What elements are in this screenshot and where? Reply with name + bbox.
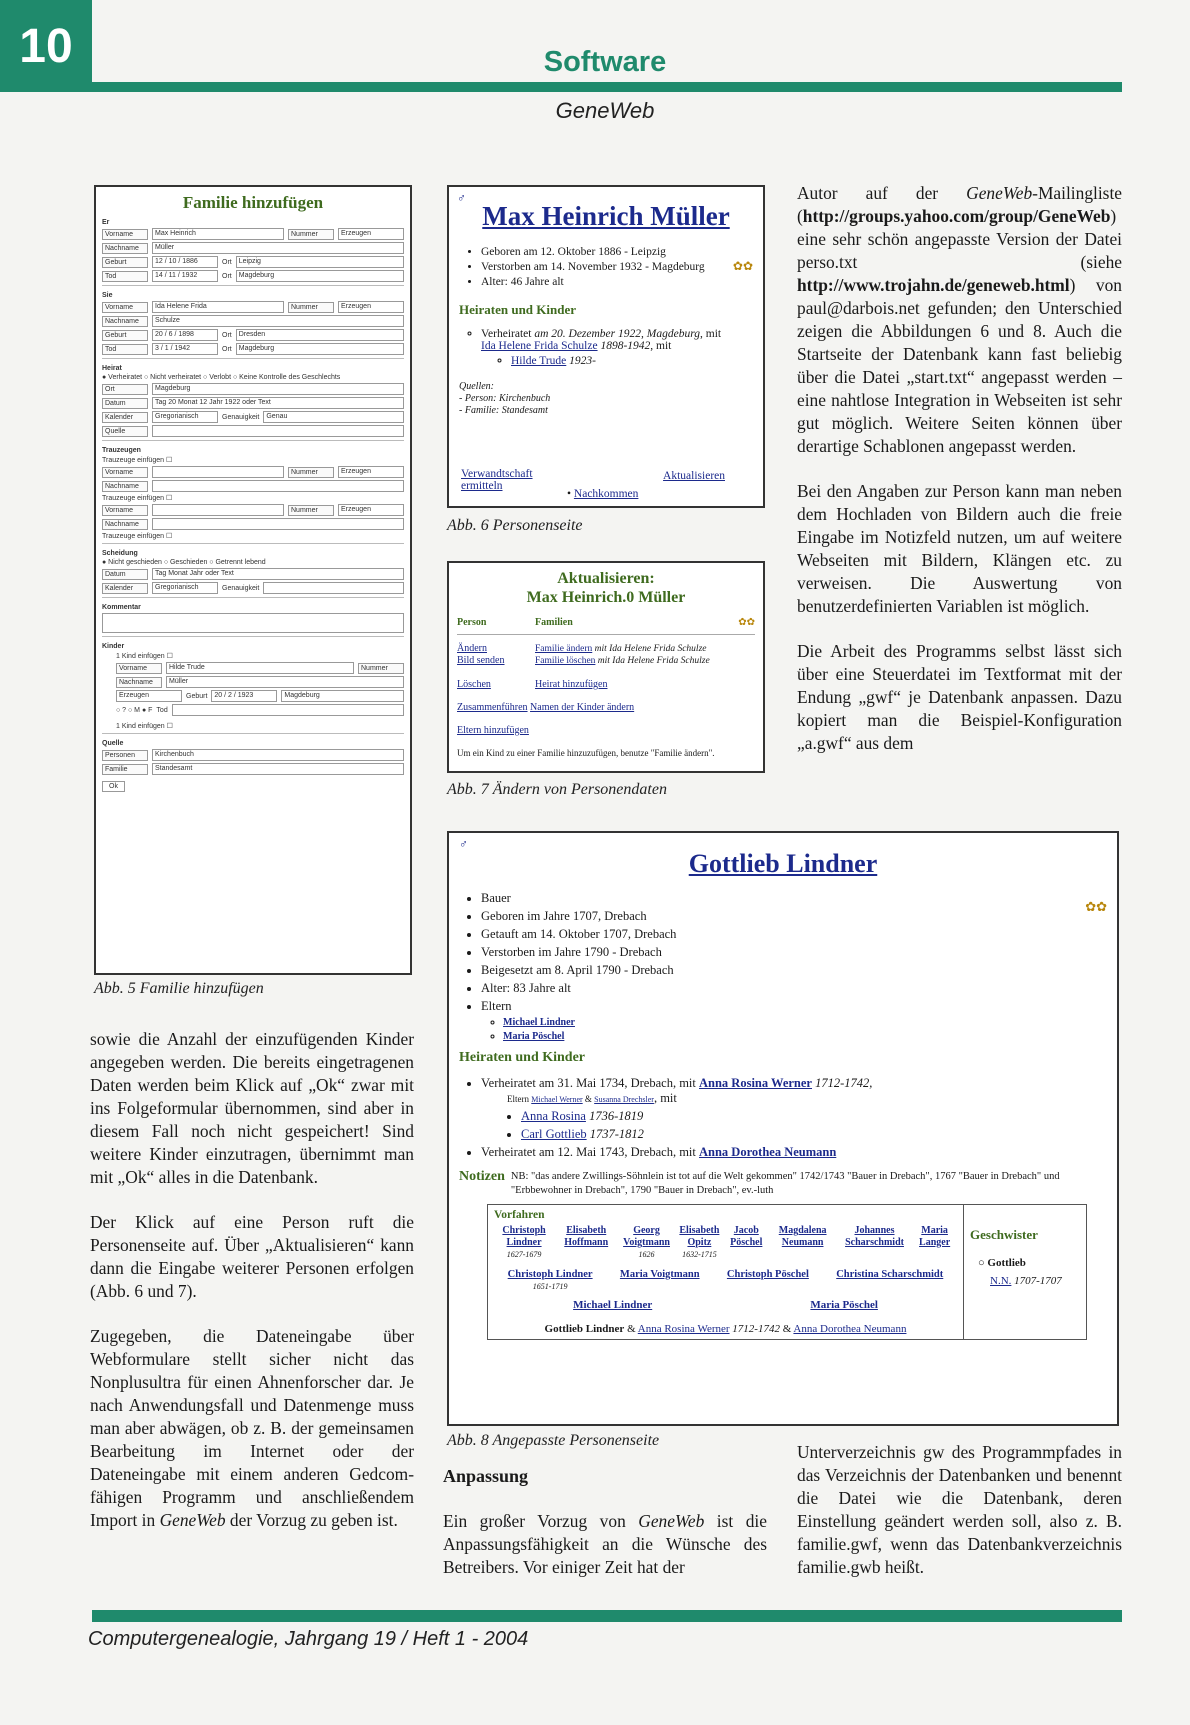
heirat-datum-input[interactable]: Tag 20 Monat 12 Jahr 1922 oder Text (152, 397, 404, 409)
footer-rule (92, 1610, 1122, 1622)
label: Ort (222, 272, 232, 280)
label: Kalender (102, 412, 148, 423)
col-person-label: Person (457, 617, 487, 628)
family-tree: Vorfahren Christoph Lindner 1627-1679 Elisabeth Hoffmann Georg Voigtmann 1626 Elisabeth Opitz 1632-1715 Jacob Pöschel Magdalena Neumann Johannes Scharschmidt Maria Langer Christoph Lindner 1651-1719 Maria Voigtmann Christoph Pöschel Christina Scharschmidt Michael Lindner Maria Pöschel Gottlieb Lindner & Anna Rosina Werner 1712-1742 & Anna Dorothea Neumann Geschwister ○ Gottlieb N.N. 1707-1707 (487, 1204, 1087, 1340)
fig5-sie-label: Sie (102, 292, 113, 299)
label: ○ ? ○ M ● F (116, 706, 153, 714)
header-rule (92, 82, 1122, 92)
text: 1712-1742 (729, 1323, 780, 1335)
notes-label: Notizen (459, 1169, 505, 1184)
text: mit Ida Helene Frida Schulze (592, 644, 707, 654)
text: 1737-1812 (586, 1127, 644, 1141)
text: Verheiratet (481, 328, 535, 340)
text: , mit (700, 328, 722, 340)
text: 1632-1715 (682, 1250, 717, 1259)
kind-ort-input[interactable]: Magdeburg (281, 690, 404, 702)
scheidung-datum-input[interactable]: Tag Monat Jahr oder Text (152, 568, 404, 580)
label: Nummer (288, 505, 334, 516)
source-item: - Person: Kirchenbuch (459, 393, 551, 404)
sie-tod-input[interactable]: 3 / 1 / 1942 (152, 343, 218, 355)
ancestors-label: Vorfahren (494, 1209, 545, 1221)
fig7-title-line2: Max Heinrich.0 Müller (526, 589, 686, 606)
label: Vorname (102, 229, 148, 240)
text: 1923- (566, 355, 596, 367)
fact-item: • Verstorben im Jahre 1790 - Drebach (481, 945, 1107, 960)
divider (102, 543, 404, 544)
fact-item: • Alter: 83 Jahre alt (481, 981, 1107, 996)
ok-button[interactable]: Ok (102, 781, 125, 792)
er-geburt-ort-input[interactable]: Leipzig (236, 256, 404, 268)
fact-item: • Bauer (481, 891, 1107, 906)
quelle-familie-input[interactable]: Standesamt (152, 763, 404, 775)
text: GeneWeb (638, 1511, 705, 1531)
label: Tod (102, 271, 148, 282)
fig8-screenshot (447, 831, 1119, 1426)
label: Ort (222, 345, 232, 353)
fig7-screenshot (447, 561, 765, 773)
text: Eltern (507, 1094, 532, 1104)
text: mit Ida Helene Frida Schulze (595, 656, 710, 666)
paragraph: sowie die Anzahl der einzufügenden Kinder angegeben werden. Die bereits eingetragenen Daten werden beim Klick auf „Ok“ zwar mit ins Folgeformular übernommen, sind aber in diesem Fall noch nicht gespeichert! Sind weitere Kinder einzutragen, übernimmt man mit „Ok“ alles in die Datenbank. (90, 1029, 414, 1187)
parent-link[interactable]: Maria Pöschel (503, 1031, 565, 1042)
fig6-caption: Abb. 6 Personenseite (447, 517, 583, 534)
flags-icon: ✿✿ (1085, 899, 1107, 914)
text: Verheiratet am 31. Mai 1734, Drebach, mit (481, 1076, 699, 1090)
flags-icon: ✿✿ (732, 259, 753, 273)
eltern-hinzufuegen-link[interactable]: Eltern hinzufügen (457, 725, 529, 736)
spouse-link[interactable]: Ida Helene Frida Schulze (481, 340, 598, 352)
kommentar-textarea[interactable] (102, 613, 404, 633)
fig5-scheidung-label: Scheidung (102, 550, 138, 557)
fact-item: • Alter: 46 Jahre alt (481, 276, 753, 288)
label: Nummer (288, 229, 334, 240)
text: , mit (653, 1091, 677, 1105)
label: Personen (102, 750, 148, 761)
label: Geburt (102, 257, 148, 268)
fig5-kinder-label: Kinder (102, 643, 125, 650)
divider (102, 285, 404, 286)
text: & (779, 1323, 794, 1335)
flags-icon: ✿✿ (738, 617, 755, 628)
kind-einfuegen-checkbox[interactable]: 1 Kind einfügen ☐ (116, 653, 173, 660)
label: Datum (102, 569, 148, 580)
label: Geburt (186, 692, 208, 700)
ancestor-link[interactable]: Johannes Scharschmidt (845, 1225, 904, 1248)
familie-loeschen-link[interactable]: Familie löschen (535, 656, 596, 666)
text: am 20. Dezember 1922, Magdeburg (534, 328, 700, 340)
sources-label: Quellen: (459, 381, 494, 392)
divider (457, 634, 755, 635)
father-link[interactable]: Michael Lindner (573, 1299, 653, 1311)
heirat-ort-input[interactable]: Magdeburg (152, 383, 404, 395)
label: Familie (102, 764, 148, 775)
text: 1626 (638, 1250, 655, 1259)
inlaw-link[interactable]: Michael Werner (531, 1095, 583, 1104)
text: der Vorzug zu geben ist. (225, 1510, 398, 1530)
trauzeuge-einfuegen-checkbox[interactable]: Trauzeuge einfügen ☐ (102, 457, 173, 464)
text: 1651-1719 (532, 1282, 568, 1291)
sibling-name: Gottlieb (987, 1257, 1026, 1269)
trauzeuge-einfuegen-checkbox[interactable]: Trauzeuge einfügen ☐ (102, 533, 173, 540)
er-tod-ort-input[interactable]: Magdeburg (236, 270, 404, 282)
sie-vorname-input[interactable]: Ida Helene Frida (152, 301, 284, 313)
text: 1712-1742, (811, 1076, 873, 1090)
label: Tod (156, 706, 168, 714)
label: Vorname (116, 663, 162, 674)
ancestor-link[interactable]: Jacob Pöschel (730, 1225, 763, 1248)
spouse-link[interactable]: Anna Rosina Werner (699, 1076, 812, 1090)
aktualisieren-link[interactable]: Aktualisieren (663, 470, 725, 482)
person-name-link[interactable]: Max Heinrich Müller (482, 201, 730, 231)
fig8-caption: Abb. 8 Angepasste Personenseite (447, 1432, 660, 1449)
fact-item: • Getauft am 14. Oktober 1707, Drebach (481, 927, 1107, 942)
divider (102, 440, 404, 441)
label: Genauigkeit (222, 413, 260, 421)
fig5-er-label: Er (102, 219, 110, 226)
kind-geburt-input[interactable]: 20 / 2 / 1923 (211, 690, 277, 702)
nachkommen-link[interactable]: Nachkommen (573, 488, 639, 500)
text: Zugegeben, die Dateneingabe über Webformulare stellt sicher nicht das Nonplusultra für einen Ahnenforscher dar. Je nach Anwendungsfall und Datenmenge muss man aber abwägen, ob z. B. der gemeinsamen Bearbeitung im Internet oder der Dateneingabe mit einem anderen Gedcom-fähigen Programm und anschließendem Import in (90, 1326, 414, 1530)
kind-tod-input[interactable] (172, 704, 404, 716)
paragraph: Die Arbeit des Programms selbst lässt sich über eine Steuerdatei im Textformat mit der Endung „gwf“ je Datenbank anpassen. Dazu kopiert man die Beispiel-Konfiguration „a.gwf“ aus dem (797, 641, 1122, 753)
tz1-nachname-input[interactable] (152, 480, 404, 492)
er-nachname-input[interactable]: Müller (152, 242, 404, 254)
fact-item: • Verstorben am 14. November 1932 - Magdeburg (481, 261, 753, 273)
ancestor-link[interactable]: Christoph Lindner (502, 1225, 546, 1248)
label: Ort (102, 384, 148, 395)
text: ) von paul@darbois.net gefunden; den Unterschied zeigen die Abbildungen 6 und 8. Auch die Startseite der Datenbank kann fast beliebig über die Datei „start.txt“ angepasst werden – eine nahtlose Integration in Webseiten ist sehr gut möglich. Weitere Seiten können über derartige Schablonen angepasst werden. (797, 275, 1122, 456)
label: Nummer (288, 302, 334, 313)
fig7-title-line1: Aktualisieren: (557, 570, 655, 587)
male-icon: ♂ (457, 191, 466, 205)
label: Tod (102, 344, 148, 355)
ancestor-link[interactable]: Elisabeth Opitz (679, 1225, 720, 1248)
mother-link[interactable]: Maria Pöschel (810, 1299, 878, 1311)
inlaw-link[interactable]: Susanna Drechsler (594, 1095, 654, 1104)
heirat-hinzufuegen-link[interactable]: Heirat hinzufügen (535, 679, 608, 690)
kind-vorname-input[interactable]: Hilde Trude (166, 662, 354, 674)
text: Ein großer Vorzug von (443, 1511, 639, 1531)
paragraph: Unterverzeichnis gw des Programmpfades in das Verzeichnis der Datenbanken und benennt die Datei wie die Datenbank, deren Einstellung geändert werden soll, also z. B. familie.gwf, wenn das Datenbankverzeichnis familie.gwb heißt. (797, 1442, 1122, 1577)
footer-journal: Computergenealogie, Jahrgang 19 / Heft 1 - 2004 (88, 1628, 529, 1650)
fact-item: • Geboren im Jahre 1707, Drebach (481, 909, 1107, 924)
siblings-label: Geschwister (970, 1227, 1038, 1242)
column-3-text (797, 182, 1122, 777)
label: Quelle (102, 426, 148, 437)
section-subtitle: GeneWeb (555, 98, 655, 123)
tz1-vorname-input[interactable] (152, 466, 284, 478)
scheidung-status-radios[interactable]: ● Nicht geschieden ○ Geschieden ○ Getrennt lebend (102, 559, 266, 566)
fig5-kommentar-label: Kommentar (102, 604, 141, 611)
source-item: - Familie: Standesamt (459, 405, 548, 416)
marriages-heading: Heiraten und Kinder (459, 1050, 586, 1065)
column-3-text-bottom (797, 1441, 1122, 1601)
fig5-heirat-label: Heirat (102, 365, 122, 372)
text: ist die Anpassungsfähigkeit an die Wünsche des Betreibers. Vor einiger Zeit hat der (443, 1511, 767, 1577)
genauigkeit-select[interactable]: Genau (263, 411, 404, 423)
column-2-text (443, 1510, 767, 1601)
spouse-link[interactable]: Anna Dorothea Neumann (699, 1145, 837, 1159)
fact-item: • Beigesetzt am 8. April 1790 - Drebach (481, 963, 1107, 978)
paragraph: Der Klick auf eine Person ruft die Personenseite auf. Über „Aktualisieren“ kann dann die Eingabe weiterer Personen erfolgen (Abb. 6 und 7). (90, 1212, 414, 1301)
kalender-select[interactable]: Gregorianisch (152, 582, 218, 594)
label: Nachname (102, 243, 148, 254)
text: Autor auf der (797, 183, 967, 203)
quelle-personen-input[interactable]: Kirchenbuch (152, 749, 404, 761)
hint-text: Um ein Kind zu einer Familie hinzuzufügen, benutze "Familie ändern". (457, 748, 715, 758)
divider (102, 636, 404, 637)
url-link[interactable]: http://www.trojahn.de/geneweb.html (797, 275, 1070, 295)
er-vorname-input[interactable]: Max Heinrich (152, 228, 284, 240)
tz2-vorname-input[interactable] (152, 504, 284, 516)
fig5-trauzeugen-label: Trauzeugen (102, 447, 141, 454)
text: GeneWeb (159, 1510, 226, 1530)
sie-tod-ort-input[interactable]: Magdeburg (236, 343, 404, 355)
erzeugen-select[interactable]: Erzeugen (338, 504, 404, 516)
familie-aendern-link[interactable]: Familie ändern (535, 644, 593, 654)
label: Vorname (102, 302, 148, 313)
fig5-screenshot (94, 185, 412, 975)
male-icon: ♂ (459, 837, 468, 851)
label: Geburt (102, 330, 148, 341)
kalender-select[interactable]: Gregorianisch (152, 411, 218, 423)
label: Vorname (102, 467, 148, 478)
spouse-link[interactable]: Anna Dorothea Neumann (793, 1323, 907, 1335)
trauzeuge-einfuegen-checkbox[interactable]: Trauzeuge einfügen ☐ (102, 495, 173, 502)
text: & (582, 1094, 595, 1104)
text: GeneWeb (966, 183, 1033, 203)
text: Verheiratet am 12. Mai 1743, Drebach, mit (481, 1145, 699, 1159)
kind-nachname-input[interactable]: Müller (166, 676, 404, 688)
verwandtschaft-link[interactable]: Verwandtschaft ermitteln (461, 468, 533, 492)
er-tod-input[interactable]: 14 / 11 / 1932 (152, 270, 218, 282)
erzeugen-select[interactable]: Erzeugen (338, 228, 404, 240)
label: Nachname (102, 519, 148, 530)
label: Ort (222, 258, 232, 266)
fig5-title: Familie hinzufügen (182, 193, 324, 212)
text: -Mailingliste ( (797, 183, 1122, 226)
paragraph (90, 1325, 414, 1532)
text: ) eine sehr schön angepasste Version der Datei perso.txt (siehe (797, 206, 1122, 272)
fact-item: Eltern (481, 999, 512, 1013)
sie-geburt-input[interactable]: 20 / 6 / 1898 (152, 329, 218, 341)
label: Kalender (102, 583, 148, 594)
label: Ort (222, 331, 232, 339)
col-familien-label: Familien (535, 617, 573, 628)
divider (102, 597, 404, 598)
fact-item: • Geboren am 12. Oktober 1886 - Leipzig (481, 246, 753, 258)
text: , mit (650, 340, 672, 352)
fig5-quelle-label: Quelle (102, 740, 124, 747)
erzeugen-select[interactable]: Erzeugen (116, 690, 182, 702)
ancestor-link[interactable]: Magdalena Neumann (778, 1225, 827, 1248)
tz2-nachname-input[interactable] (152, 518, 404, 530)
text: 1736-1819 (585, 1109, 644, 1123)
paragraph: Bei den Angaben zur Person kann man neben dem Hochladen von Bildern auch die freie Eingabe im Notizfeld nutzen, um auf weitere Webseiten mit Bildern, Klängen etc. zu verweisen. Die Auswertung von benutzerdefinierten Variablen ist möglich. (797, 481, 1122, 616)
grandparent-link[interactable]: Maria Voigtmann (619, 1269, 700, 1280)
ancestor-link[interactable]: Maria Langer (919, 1225, 951, 1248)
sibling-link[interactable]: N.N. (990, 1275, 1012, 1287)
text: 1707-1707 (1011, 1275, 1062, 1287)
fig5-caption: Abb. 5 Familie hinzufügen (94, 980, 264, 997)
bild-senden-link[interactable]: Bild senden (457, 655, 505, 666)
person-name-link[interactable]: Gottlieb Lindner (688, 849, 878, 878)
child-link[interactable]: Anna Rosina (521, 1109, 586, 1123)
grandparent-link[interactable]: Christoph Pöschel (726, 1269, 809, 1280)
label: Nachname (102, 481, 148, 492)
label: Nummer (358, 663, 404, 674)
spouse-link[interactable]: Anna Rosina Werner (637, 1323, 730, 1335)
anpassung-heading: Anpassung (443, 1466, 529, 1486)
label: Nummer (288, 467, 334, 478)
paragraph (797, 182, 1122, 458)
label: Vorname (102, 505, 148, 516)
divider (102, 733, 404, 734)
kind-einfuegen-checkbox[interactable]: 1 Kind einfügen ☐ (116, 723, 173, 730)
child-link[interactable]: Hilde Trude (511, 355, 567, 367)
ancestor-link[interactable]: Elisabeth Hoffmann (564, 1225, 609, 1248)
label: Nachname (116, 677, 162, 688)
genauigkeit-select[interactable] (263, 582, 404, 594)
text: 1898-1942 (597, 340, 651, 352)
fig7-caption: Abb. 7 Ändern von Personendaten (447, 781, 667, 798)
zusammenfuehren-link[interactable]: Zusammenführen (457, 702, 528, 713)
sie-geburt-ort-input[interactable]: Dresden (236, 329, 404, 341)
sie-nachname-input[interactable]: Schulze (152, 315, 404, 327)
loeschen-link[interactable]: Löschen (457, 679, 491, 690)
ancestor-link[interactable]: Georg Voigtmann (623, 1225, 670, 1248)
heirat-status-radios[interactable]: ● Verheiratet ○ Nicht verheiratet ○ Verlobt ○ Keine Kontrolle des Geschlechts (102, 374, 341, 381)
text: 1627-1679 (506, 1250, 542, 1259)
heirat-quelle-input[interactable] (152, 425, 404, 437)
grandparent-link[interactable]: Christoph Lindner (507, 1269, 593, 1280)
label: Datum (102, 398, 148, 409)
child-link[interactable]: Carl Gottlieb (521, 1127, 587, 1141)
erzeugen-select[interactable]: Erzeugen (338, 301, 404, 313)
column-1-text (90, 1028, 414, 1554)
grandparent-link[interactable]: Christina Scharschmidt (836, 1269, 944, 1280)
divider (102, 358, 404, 359)
self-name: Gottlieb Lindner (544, 1323, 625, 1335)
fig6-screenshot: ♂ ✿✿ Max Heinrich Müller • Geboren am 12. Oktober 1886 - Leipzig • Verstorben am 14. November 1932 - Magdeburg • Alter: 46 Jahre alt Heiraten und Kinder ◦ Verheiratet am 20. Dezember 1922, Magdeburg, mit Ida Helene Frida Schulze 1898-1942, mit ◦ Hilde Trude 1923- Quellen: - Person: Kirchenbuch - Familie: Standesamt Verwandtschaft ermitteln • Nachkommen Aktualisieren (447, 185, 765, 508)
notes-text: NB: "das andere Zwillings-Söhnlein ist tot auf die Welt gekommen" 1742/1743 "Bauer in Drebach", 1767 "Bauer in Drebach" und "Erbbewohner in Drebach", 1790 "Bauer in Drebach", ev.-luth (510, 1171, 1060, 1196)
paragraph (443, 1510, 767, 1579)
label: Nachname (102, 316, 148, 327)
label: Genauigkeit (222, 584, 260, 592)
namen-kinder-link[interactable]: Namen der Kinder ändern (530, 702, 635, 713)
er-geburt-input[interactable]: 12 / 10 / 1886 (152, 256, 218, 268)
url-link[interactable]: http://groups.yahoo.com/group/GeneWeb (802, 206, 1111, 226)
aendern-link[interactable]: Ändern (457, 643, 487, 654)
section-title: Software (543, 46, 667, 78)
text: & (624, 1323, 638, 1335)
page-number: 10 (0, 0, 92, 92)
parent-link[interactable]: Michael Lindner (503, 1017, 575, 1028)
erzeugen-select[interactable]: Erzeugen (338, 466, 404, 478)
marriages-heading: Heiraten und Kinder (459, 302, 577, 317)
